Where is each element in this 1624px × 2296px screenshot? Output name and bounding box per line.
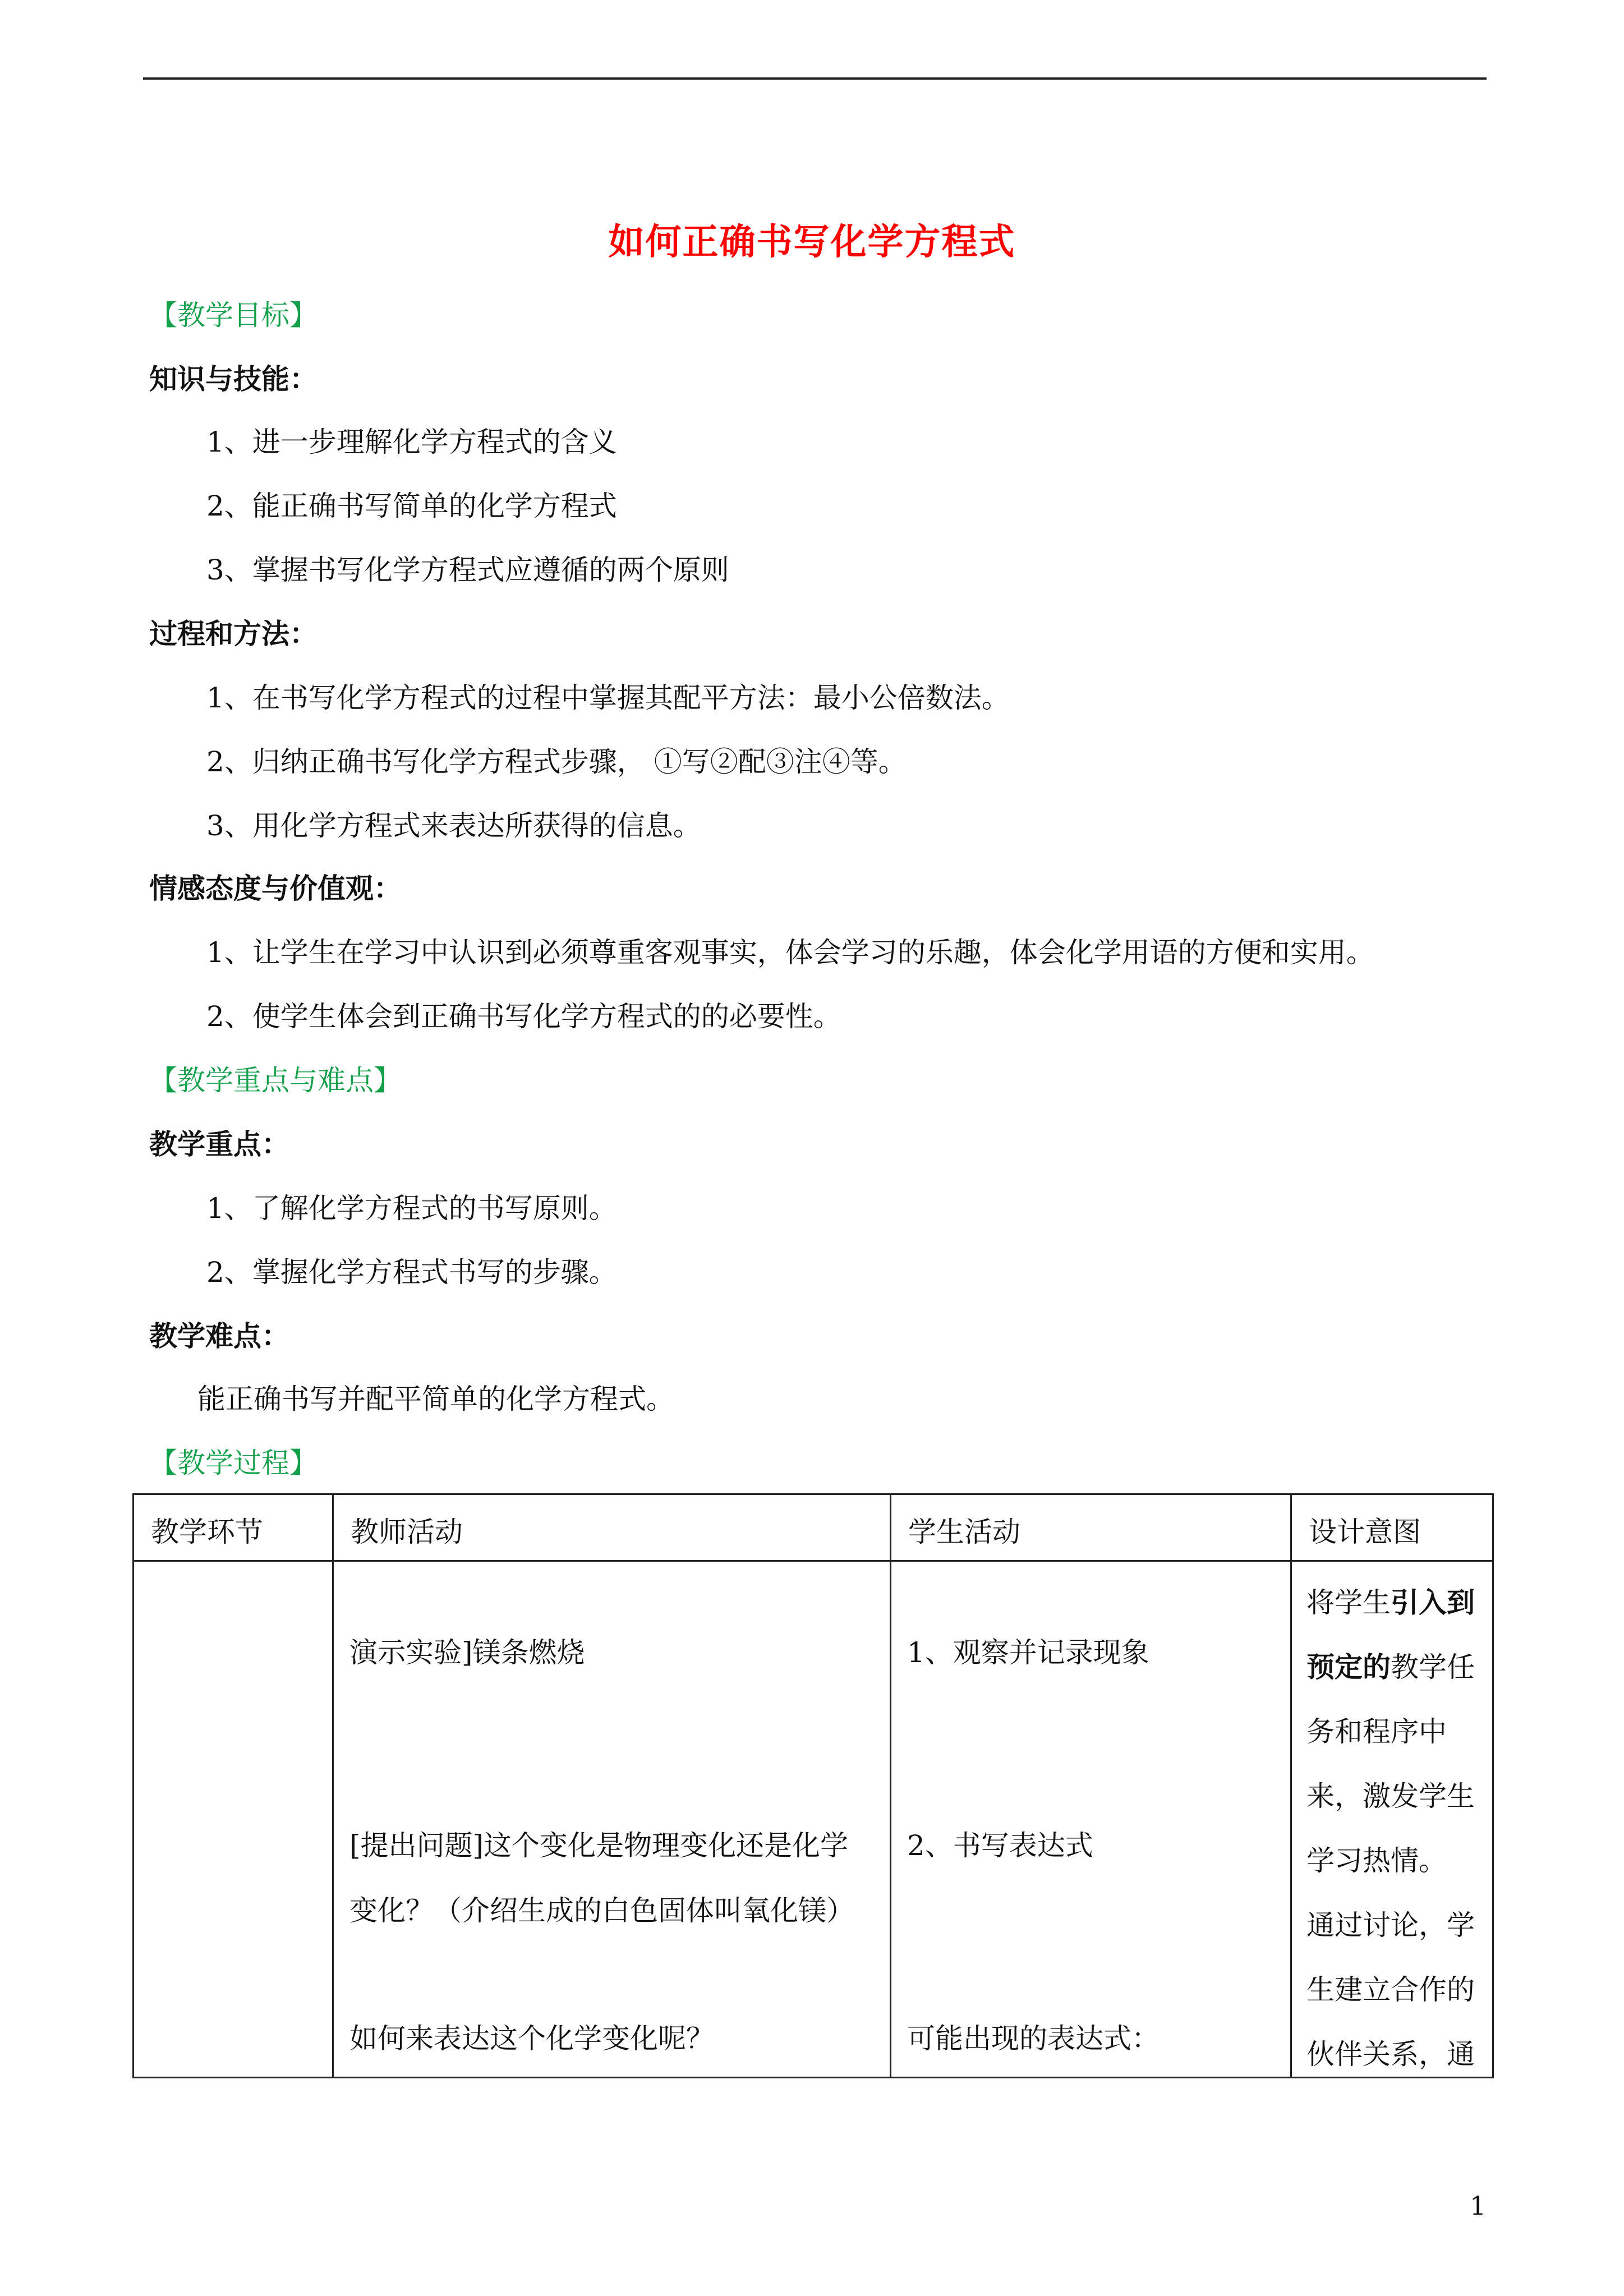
focus-item: 1、了解化学方程式的书写原则。: [206, 1192, 617, 1225]
student-activity-line: 2、书写表达式: [907, 1829, 1093, 1862]
emotion-label: 情感态度与价值观：: [149, 872, 402, 905]
design-intent-cell: [1291, 1561, 1493, 2078]
table-row: [134, 1561, 1493, 2078]
knowledge-item: 3、掌握书写化学方程式应遵循的两个原则: [206, 554, 729, 586]
knowledge-item: 1、进一步理解化学方程式的含义: [206, 426, 617, 458]
teacher-activity-cell: [333, 1561, 891, 2078]
table-header-row: [134, 1494, 1493, 1561]
student-activity-line: 可能出现的表达式：: [907, 2022, 1160, 2055]
process-heading: 【教学过程】: [149, 1447, 318, 1479]
objectives-heading: 【教学目标】: [149, 299, 318, 332]
teacher-activity-line: 如何来表达这个化学变化呢？: [349, 2022, 714, 2055]
process-item: 2、归纳正确书写化学方程式步骤， ①写②配③注④等。: [206, 746, 907, 778]
difficulty-label: 教学难点：: [149, 1320, 289, 1352]
teacher-activity-line: [提出问题]这个变化是物理变化还是化学: [349, 1829, 849, 1862]
stage-cell: [134, 1561, 333, 2078]
process-item: 3、用化学方程式来表达所获得的信息。: [206, 809, 701, 842]
focus-label: 教学重点：: [149, 1128, 289, 1161]
focus-item: 2、掌握化学方程式书写的步骤。: [206, 1256, 617, 1289]
header-cell: 设计意图: [1291, 1494, 1493, 1561]
teacher-activity-line: 变化？（介绍生成的白色固体叫氧化镁）: [349, 1894, 854, 1927]
emotion-item: 1、让学生在学习中认识到必须尊重客观事实，体会学习的乐趣，体会化学用语的方便和实用。: [206, 936, 1374, 969]
key-points-heading: 【教学重点与难点】: [149, 1064, 402, 1097]
knowledge-label: 知识与技能：: [149, 363, 318, 395]
header-cell: 教师活动: [333, 1494, 891, 1561]
page-number: 1: [1470, 2191, 1487, 2221]
header-cell: 学生活动: [891, 1494, 1291, 1561]
difficulty-item: 能正确书写并配平简单的化学方程式。: [197, 1383, 674, 1415]
knowledge-item: 2、能正确书写简单的化学方程式: [206, 490, 617, 522]
student-activity-line: 1、观察并记录现象: [907, 1636, 1149, 1669]
process-item: 1、在书写化学方程式的过程中掌握其配平方法：最小公倍数法。: [206, 682, 1010, 714]
document-title: 如何正确书写化学方程式: [608, 222, 1016, 263]
header-cell: 教学环节: [134, 1494, 333, 1561]
emotion-item: 2、使学生体会到正确书写化学方程式的的必要性。: [206, 1000, 841, 1033]
design-intent-text: 将学生引入到预定的教学任务和程序中来，激发学生学习热情。 通过讨论，学生建立合作的伙伴关系，通: [1306, 1586, 1475, 2070]
teacher-activity-line: 演示实验]镁条燃烧: [349, 1636, 585, 1669]
process-label: 过程和方法：: [149, 618, 318, 650]
teaching-process-table: [132, 1493, 1494, 2078]
student-activity-cell: [891, 1561, 1291, 2078]
header-rule: [143, 77, 1487, 80]
